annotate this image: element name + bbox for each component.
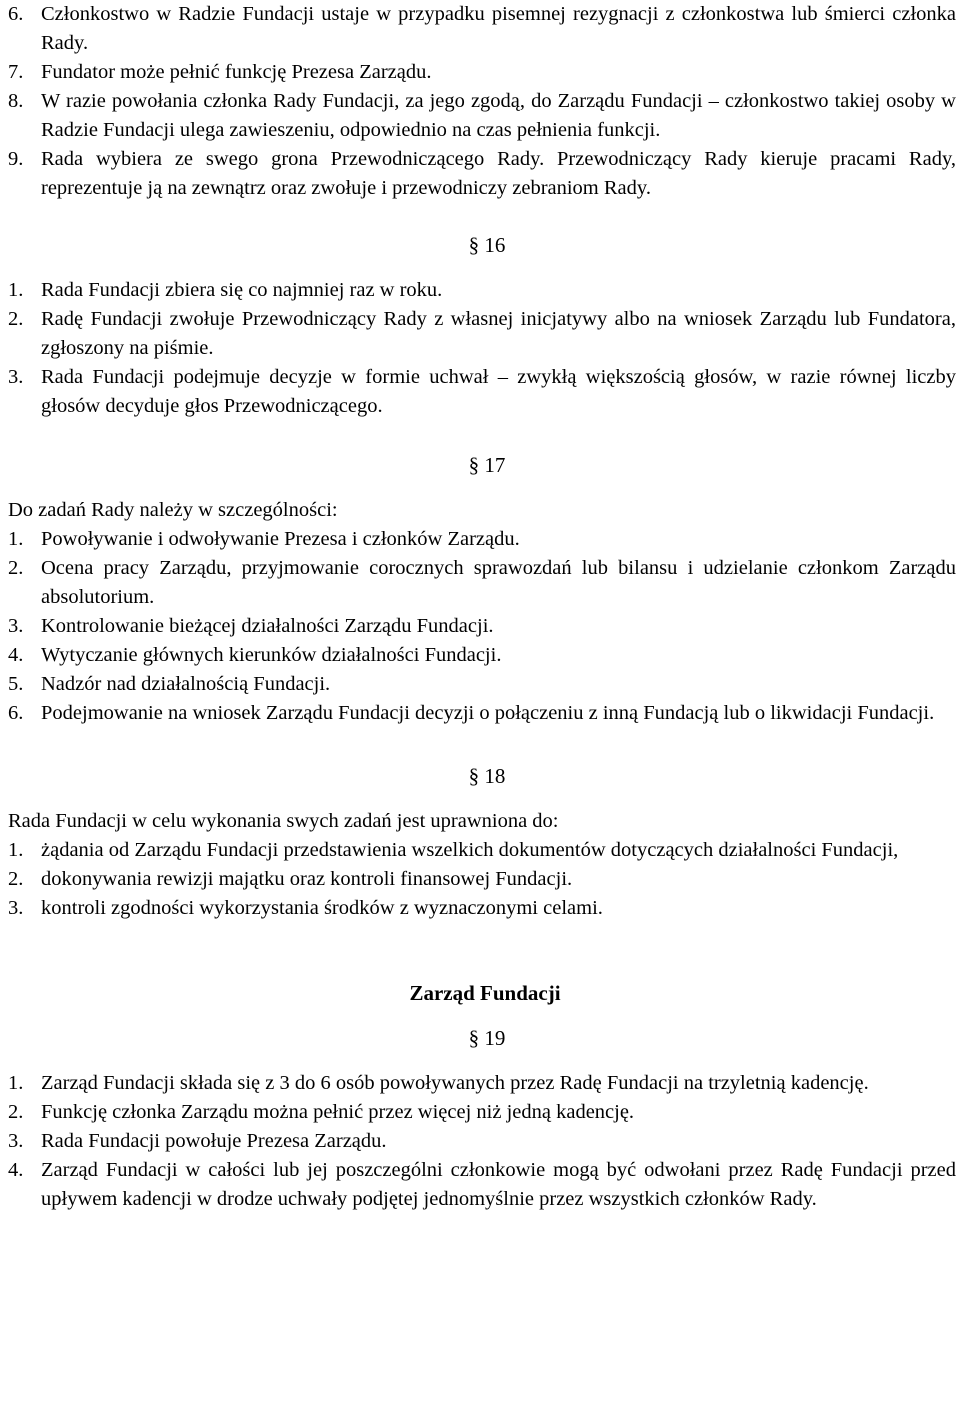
list-item [8,554,956,612]
item-number: 5. [8,673,24,695]
item-text: Wytyczanie głównych kierunków działalności Fundacji. [41,644,502,666]
list-s17 [8,525,956,728]
item-number: 8. [8,90,24,112]
item-text: Zarząd Fundacji w całości lub jej poszczególni członkowie mogą być odwołani przez Radę Fundacji przed upływem kadencji w drodze uchwały podjętej jednomyślnie przez wszystkich członków Rady. [41,1159,956,1210]
item-text: Powoływanie i odwoływanie Prezesa i członków Zarządu. [41,528,520,550]
item-number: 3. [8,1130,24,1152]
item-number: 3. [8,366,24,388]
item-text: Nadzór nad działalnością Fundacji. [41,673,331,695]
document-page [8,0,956,1214]
list-item [8,363,956,421]
section-title-16: § 16 [468,233,506,257]
section-intro: Do zadań Rady należy w szczególności: [8,499,338,521]
list-item [8,1156,956,1214]
item-number: 2. [8,308,24,330]
list-s19 [8,1069,956,1214]
list-item [8,641,956,670]
list-item [8,699,956,728]
item-text: Członkostwo w Radzie Fundacji ustaje w przypadku pisemnej rezygnacji z członkostwa lub śmierci członka Rady. [41,3,956,54]
item-text: Rada Fundacji zbiera się co najmniej raz w roku. [41,279,443,301]
section-intro: Rada Fundacji w celu wykonania swych zadań jest uprawniona do: [8,810,559,832]
item-text: Podejmowanie na wniosek Zarządu Fundacji decyzji o połączeniu z inną Fundacją lub o likwidacji Fundacji. [41,702,935,724]
item-text: Radę Fundacji zwołuje Przewodniczący Rady z własnej inicjatywy albo na wniosek Zarządu lub Fundatora, zgłoszony na piśmie. [41,308,956,359]
list-item [8,894,956,923]
item-text: Fundator może pełnić funkcję Prezesa Zarządu. [41,61,432,83]
chapter-heading: Zarząd Fundacji [409,981,561,1005]
item-text: Rada Fundacji podejmuje decyzje w formie uchwał – zwykłą większością głosów, w razie równej liczby głosów decyduje głos Przewodniczącego. [41,366,956,417]
item-text: Funkcję członka Zarządu można pełnić przez więcej niż jedną kadencję. [41,1101,635,1123]
list-top [8,0,956,203]
item-text: kontroli zgodności wykorzystania środków z wyznaczonymi celami. [41,897,603,919]
item-number: 7. [8,61,24,83]
item-text: Rada wybiera ze swego grona Przewodniczącego Rady. Przewodniczący Rady kieruje pracami Rady, reprezentuje ją na zewnątrz oraz zwołuje i przewodniczy zebraniom Rady. [41,148,956,199]
list-item [8,87,956,145]
item-text: Ocena pracy Zarządu, przyjmowanie corocznych sprawozdań lub bilansu i udzielanie członkom Zarządu absolutorium. [41,557,956,608]
item-text: Kontrolowanie bieżącej działalności Zarządu Fundacji. [41,615,494,637]
item-text: Zarząd Fundacji składa się z 3 do 6 osób powoływanych przez Radę Fundacji na trzyletnią kadencję. [41,1072,869,1094]
section-title-19: § 19 [468,1026,506,1050]
list-item [8,305,956,363]
item-text: Rada Fundacji powołuje Prezesa Zarządu. [41,1130,387,1152]
list-item [8,865,956,894]
item-number: 3. [8,897,24,919]
item-number: 3. [8,615,24,637]
section-title-17: § 17 [468,453,506,477]
item-number: 1. [8,1072,24,1094]
list-item [8,525,956,554]
item-number: 4. [8,1159,24,1181]
item-number: 6. [8,3,24,25]
item-number: 4. [8,644,24,666]
list-item [8,1098,956,1127]
list-item [8,276,956,305]
list-s18 [8,836,956,923]
list-s16 [8,276,956,421]
item-number: 1. [8,839,24,861]
list-item [8,1127,956,1156]
item-number: 2. [8,1101,24,1123]
item-number: 2. [8,868,24,890]
item-text: dokonywania rewizji majątku oraz kontroli finansowej Fundacji. [41,868,573,890]
list-item [8,145,956,203]
item-number: 9. [8,148,24,170]
item-number: 6. [8,702,24,724]
item-number: 2. [8,557,24,579]
list-item [8,836,956,865]
item-number: 1. [8,528,24,550]
item-text: żądania od Zarządu Fundacji przedstawienia wszelkich dokumentów dotyczących działalności Fundacji, [41,839,899,861]
list-item [8,0,956,58]
list-item [8,612,956,641]
list-item [8,670,956,699]
section-title-18: § 18 [468,764,506,788]
item-text: W razie powołania członka Rady Fundacji, za jego zgodą, do Zarządu Fundacji – członkostwo takiej osoby w Radzie Fundacji ulega zawieszeniu, odpowiednio na czas pełnienia funkcji. [41,90,956,141]
item-number: 1. [8,279,24,301]
list-item [8,1069,956,1098]
list-item [8,58,956,87]
